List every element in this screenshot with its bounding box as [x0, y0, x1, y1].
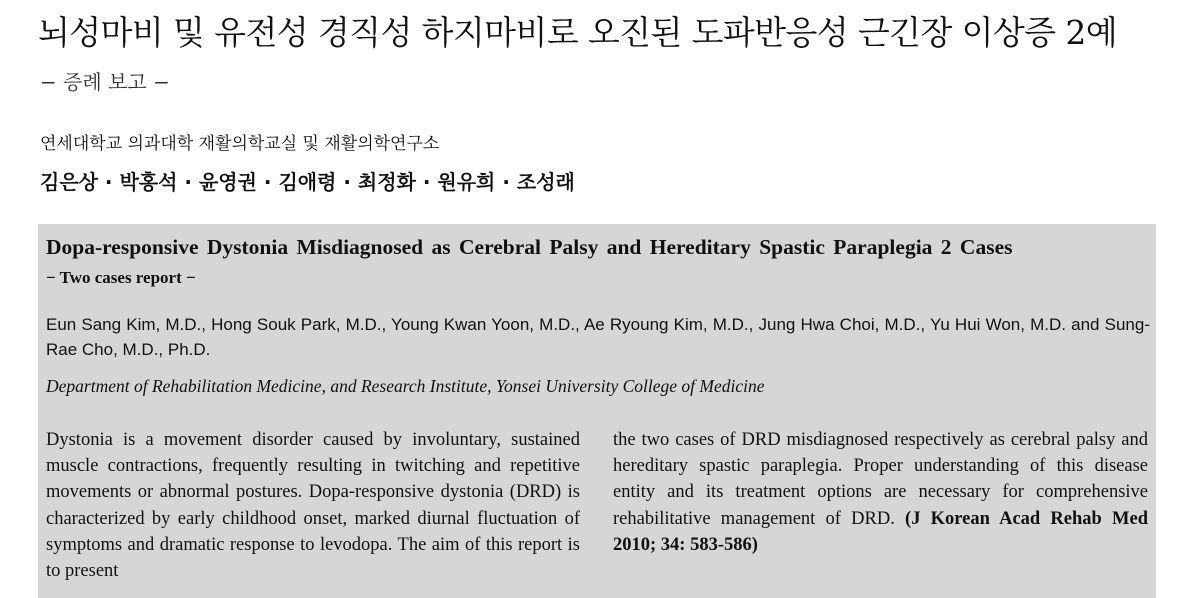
english-affiliation: Department of Rehabilitation Medicine, and Research Institute, Yonsei University College of Medicine — [46, 376, 765, 396]
english-abstract-box — [38, 224, 1156, 598]
korean-authors: 김은상 · 박홍석 · 윤영권 · 김애령 · 최정화 · 원유희 · 조성래 — [40, 170, 575, 194]
english-authors: Eun Sang Kim, M.D., Hong Souk Park, M.D., Young Kwan Yoon, M.D., Ae Ryoung Kim, M.D., Jung Hwa Choi, M.D., Yu Hui Won, M.D. and Sung-Rae Cho, M.D., Ph.D. — [46, 315, 1150, 359]
korean-subtitle: − 증례 보고 − — [40, 70, 170, 94]
abstract-left-text: Dystonia is a movement disorder caused by involuntary, sustained muscle contractions, frequently resulting in twitching and repetitive movements or abnormal postures. Dopa-responsive dystonia (DRD) is characterized by early childhood onset, marked diurnal fluctuation of symptoms and dramatic response to levodopa. The aim of this report is to present — [46, 430, 580, 582]
abstract-left-column — [46, 427, 580, 584]
korean-title: 뇌성마비 및 유전성 경직성 하지마비로 오진된 도파반응성 근긴장 이상증 2예 — [38, 13, 1118, 52]
abstract-right-text: the two cases of DRD misdiagnosed respectively as cerebral palsy and hereditary spastic paraplegia. Proper understanding of this disease entity and its treatment options are necessary for comprehensive rehabilitative management of DRD. — [613, 430, 1148, 529]
journal-citation: (J Korean Acad Rehab Med 2010; 34: 583-586) — [613, 508, 1148, 555]
english-title: Dopa-responsive Dystonia Misdiagnosed as Cerebral Palsy and Hereditary Spastic Paraplegia 2 Cases — [46, 235, 1013, 259]
abstract-right-column — [613, 427, 1148, 558]
korean-affiliation: 연세대학교 의과대학 재활의학교실 및 재활의학연구소 — [40, 134, 440, 154]
english-subtitle: − Two cases report − — [46, 268, 196, 287]
